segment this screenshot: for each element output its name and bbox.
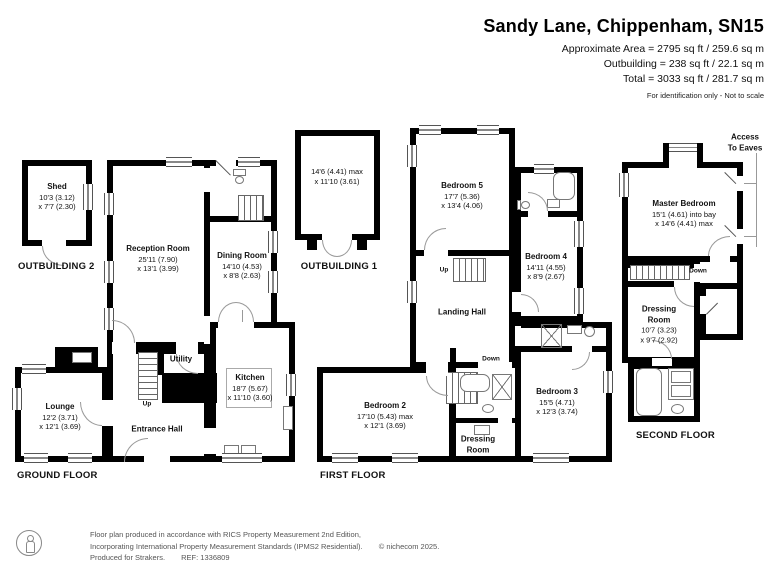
- eaves-bracket-line: [744, 236, 757, 237]
- page-title: Sandy Lane, Chippenham, SN15: [483, 16, 764, 36]
- window: [669, 143, 697, 152]
- window: [286, 374, 296, 396]
- window: [407, 145, 417, 167]
- wall: [158, 348, 164, 375]
- toilet-fixture: [235, 176, 244, 184]
- chimney-breast-wall: [162, 373, 217, 403]
- approximate-area-line: Approximate Area = 2795 sq ft / 259.6 sq m: [561, 43, 764, 55]
- room-label-bedroom2: Bedroom 2 17'10 (5.43) max x 12'1 (3.69): [356, 400, 414, 431]
- room-label-bedroom3: Bedroom 3 15'5 (4.71) x 12'3 (3.74): [536, 386, 578, 417]
- chimney-inset: [72, 352, 92, 363]
- bathtub-fixture: [636, 368, 662, 416]
- window: [392, 453, 418, 463]
- bay-opening: [669, 152, 697, 168]
- footer-produced-for: Produced for Strakers.: [90, 553, 166, 563]
- landing-2f-outline: [700, 283, 743, 340]
- wall: [515, 346, 612, 352]
- eaves-bracket-line: [744, 183, 757, 184]
- header: [483, 16, 764, 100]
- room-label-bedroom5: Bedroom 5 17'7 (5.36) x 13'4 (4.06): [441, 180, 483, 211]
- caption-outbuilding2: OUTBUILDING 2: [18, 261, 95, 272]
- bathtub-fixture: [553, 172, 575, 200]
- footer-ref: REF: 1336809: [181, 553, 230, 563]
- door-gap: [652, 358, 672, 366]
- toilet-fixture: [233, 169, 246, 176]
- room-label-dining: Dining Room 14'10 (4.53) x 8'8 (2.63): [217, 250, 267, 281]
- sink-fixture: [671, 371, 691, 383]
- door-gap: [424, 250, 448, 256]
- room-label-lounge: Lounge 12'2 (3.71) x 12'1 (3.69): [39, 401, 81, 432]
- wall: [450, 456, 515, 462]
- door-gap: [176, 342, 198, 354]
- footer-ipms: Incorporating International Property Measurement Standards (IPMS2 Residential).: [90, 541, 363, 551]
- stairs: [238, 195, 264, 221]
- stairs-up-label: Up: [439, 266, 449, 274]
- bathtub-fixture: [460, 374, 490, 392]
- window: [22, 364, 46, 374]
- window: [619, 173, 629, 197]
- eaves-opening: [737, 176, 743, 191]
- shower-fixture: [541, 324, 562, 348]
- window: [104, 261, 114, 283]
- room-label-reception: Reception Room 25'11 (7.90) x 13'1 (3.99): [126, 243, 190, 274]
- window: [166, 157, 192, 167]
- caption-first-floor: FIRST FLOOR: [320, 470, 386, 481]
- room-label-shed: Shed 10'3 (3.12) x 7'7 (2.30): [38, 181, 76, 212]
- door-gap: [204, 316, 210, 344]
- stairs-up-label: Up: [142, 400, 152, 408]
- footer-line3: [90, 552, 510, 564]
- door-gap: [700, 296, 706, 314]
- stairs-down-label: Down: [689, 267, 707, 275]
- footer-line2: [90, 541, 510, 553]
- window: [477, 125, 499, 135]
- nichecom-logo-icon: [16, 530, 42, 556]
- door-gap: [528, 211, 548, 217]
- window: [238, 157, 260, 167]
- toilet-fixture: [671, 404, 684, 414]
- door-arc: [337, 240, 352, 257]
- wall: [357, 234, 367, 250]
- door-gap: [426, 360, 448, 376]
- caption-ground-floor: GROUND FLOOR: [17, 470, 98, 481]
- stairs: [630, 265, 690, 280]
- room-label-utility: Utility: [169, 354, 193, 364]
- window: [534, 164, 554, 174]
- room-label-master-bedroom: Master Bedroom 15'1 (4.61) into bay x 14'6 (4.41) max: [652, 198, 716, 229]
- hob-fixture: [283, 406, 293, 430]
- door-gap: [204, 168, 210, 192]
- window: [332, 453, 358, 463]
- wall: [515, 211, 583, 217]
- room-label-outbuilding1: 14'6 (4.41) max x 11'10 (3.61): [311, 167, 363, 186]
- step-line: [242, 310, 243, 322]
- room-label-bedroom4: Bedroom 4 14'11 (4.55) x 8'9 (2.67): [525, 251, 567, 282]
- door-gap: [100, 400, 114, 426]
- footer-text: [90, 529, 510, 564]
- window: [83, 184, 93, 210]
- door-gap: [498, 418, 512, 423]
- sink-fixture: [671, 385, 691, 397]
- shower-fixture: [492, 374, 512, 400]
- room-label-dressing-2f: Dressing Room 10'7 (3.23) x 9'7 (2.92): [640, 304, 678, 345]
- stairs: [453, 258, 486, 282]
- sink-fixture: [547, 199, 560, 208]
- wall: [737, 262, 743, 289]
- door-gap: [515, 326, 521, 346]
- window: [603, 371, 613, 393]
- scale-note: For identification only - Not to scale: [646, 90, 764, 100]
- window: [268, 231, 278, 253]
- door-gap: [512, 292, 521, 312]
- wall: [307, 234, 317, 250]
- caption-outbuilding1: OUTBUILDING 1: [300, 261, 378, 272]
- eaves-note: Access To Eaves: [727, 132, 763, 152]
- eaves-opening: [737, 229, 743, 244]
- eaves-bracket-line: [756, 153, 757, 247]
- door-gap: [218, 322, 254, 328]
- window: [104, 193, 114, 215]
- stairs-down-label: Down: [482, 355, 500, 363]
- total-area-line: Total = 3033 sq ft / 281.7 sq m: [623, 73, 764, 86]
- room-label-kitchen: Kitchen 18'7 (5.67) x 11'10 (3.60): [227, 372, 273, 403]
- window: [24, 453, 48, 463]
- window: [407, 281, 417, 303]
- door-arc: [322, 240, 337, 257]
- window: [68, 453, 92, 463]
- toilet-fixture: [482, 404, 494, 413]
- room-label-landing-hall: Landing Hall: [438, 307, 486, 317]
- window: [268, 271, 278, 293]
- door-gap: [710, 256, 730, 262]
- outbuilding-area-line: Outbuilding = 238 sq ft / 22.1 sq m: [603, 58, 764, 71]
- door-gap: [112, 342, 136, 354]
- room-label-dressing-ff: Dressing Room: [460, 434, 496, 454]
- window: [419, 125, 441, 135]
- toilet-fixture: [584, 326, 595, 337]
- stairs: [138, 352, 158, 400]
- window: [222, 453, 262, 463]
- footer-line1: Floor plan produced in accordance with RICS Property Measurement 2nd Edition,: [90, 530, 361, 539]
- logo-person-body: [26, 541, 35, 553]
- window: [574, 221, 584, 247]
- caption-second-floor: SECOND FLOOR: [636, 430, 715, 441]
- window: [533, 453, 569, 463]
- door-gap: [204, 428, 216, 454]
- sink-fixture: [567, 325, 582, 334]
- window: [574, 288, 584, 314]
- room-label-entrance-hall: Entrance Hall: [131, 424, 183, 434]
- footer-copyright: © nichecom 2025.: [378, 541, 440, 551]
- window: [12, 388, 22, 410]
